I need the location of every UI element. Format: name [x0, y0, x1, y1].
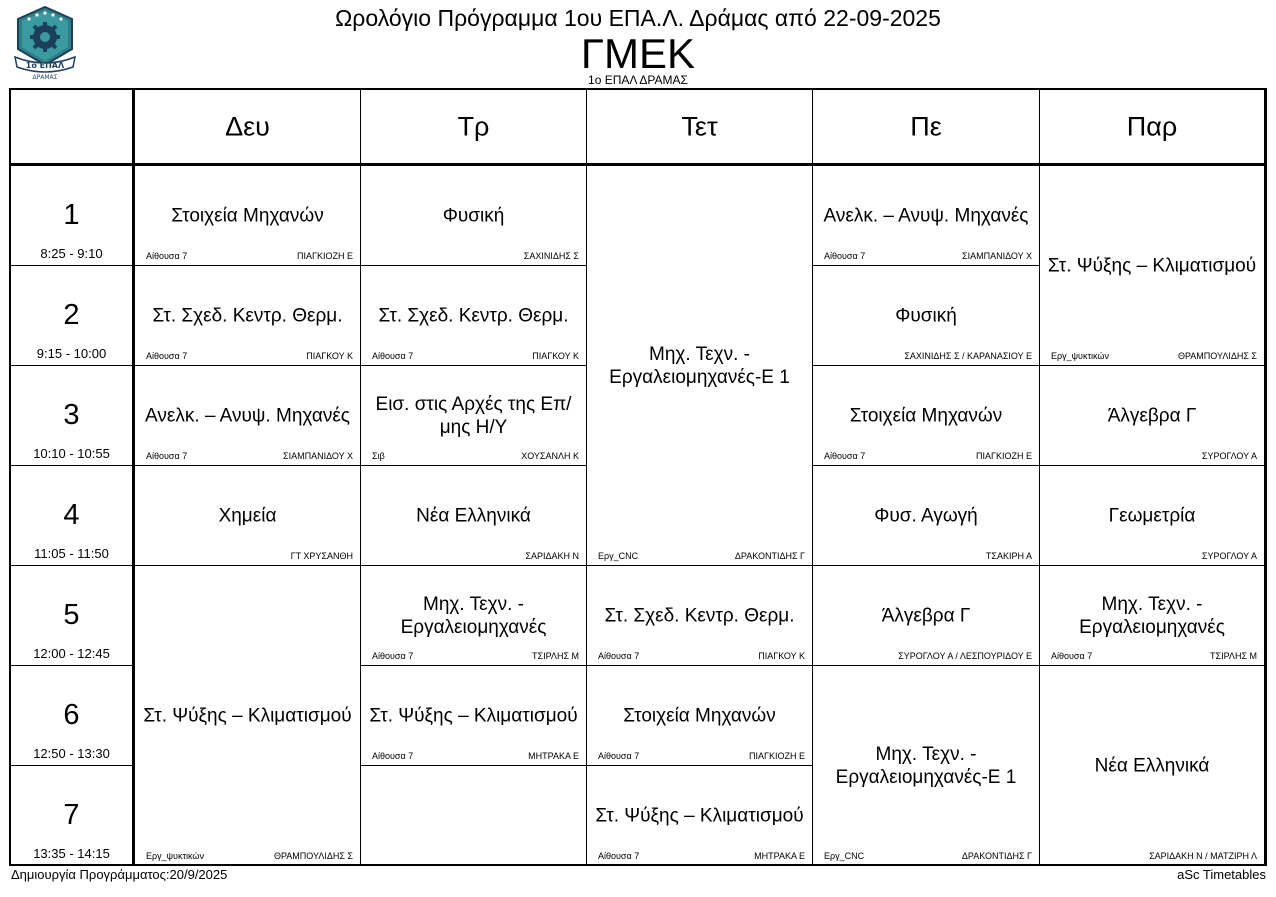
- lesson-cell: [813, 266, 1040, 366]
- lesson-subject: Στ. Ψύξης – Κλιματισμού: [143, 705, 352, 726]
- lesson-room: Αίθουσα 7: [598, 851, 640, 861]
- lesson-room: Αίθουσα 7: [146, 251, 188, 261]
- day-header: [361, 90, 587, 166]
- lesson-room: Εργ_CNC: [598, 551, 639, 561]
- lesson-teacher: ΠΙΑΓΚΟΥ Κ: [306, 351, 353, 361]
- lesson-cell: [813, 366, 1040, 466]
- period-cell: [11, 266, 135, 366]
- lesson-cell: [361, 166, 587, 266]
- lesson-teacher: ΓΤ ΧΡΥΣΑΝΘΗ: [290, 551, 353, 561]
- lesson-cell: [361, 466, 587, 566]
- lesson-teacher: ΣΥΡΟΓΛΟΥ Α: [1201, 451, 1257, 461]
- lesson-cell: [361, 266, 587, 366]
- lesson-teacher: ΠΙΑΓΚΙΟΖΗ Ε: [976, 451, 1032, 461]
- lesson-teacher: ΣΥΡΟΓΛΟΥ Α / ΛΕΣΠΟΥΡΙΔΟΥ Ε: [898, 651, 1032, 661]
- lesson-cell: [813, 166, 1040, 266]
- lesson-subject: Χημεία: [218, 505, 277, 526]
- lesson-cell: [813, 566, 1040, 666]
- period-number: 2: [63, 299, 80, 331]
- lesson-teacher: ΤΣΑΚΙΡΗ Α: [985, 551, 1032, 561]
- lesson-cell: [135, 566, 361, 866]
- software-credit: aSc Timetables: [1177, 867, 1266, 882]
- lesson-room: Εργ_CNC: [824, 851, 865, 861]
- period-number: 1: [63, 199, 80, 231]
- lesson-room: Αίθουσα 7: [1051, 651, 1093, 661]
- lesson-room: Αίθουσα 7: [146, 351, 188, 361]
- lesson-teacher: ΣΑΧΙΝΙΔΗΣ Σ: [523, 251, 579, 261]
- period-cell: [11, 466, 135, 566]
- created-date: Δημιουργία Προγράμματος:20/9/2025: [11, 867, 228, 882]
- timetable-grid: [9, 88, 1267, 866]
- lesson-teacher: ΣΙΑΜΠΑΝΙΔΟΥ Χ: [283, 451, 353, 461]
- lesson-subject: Φυσ. Αγωγή: [874, 505, 978, 526]
- corner-cell: [11, 90, 135, 166]
- day-label: Τετ: [681, 111, 718, 141]
- lesson-room: Σιβ: [372, 451, 385, 461]
- day-header: [587, 90, 813, 166]
- period-time: 9:15 - 10:00: [36, 346, 107, 361]
- lesson-subject: Στ. Σχεδ. Κεντρ. Θερμ.: [152, 305, 343, 326]
- day-header: [813, 90, 1040, 166]
- svg-text:ΔΡΑΜΑΣ: ΔΡΑΜΑΣ: [32, 74, 58, 81]
- lesson-teacher: ΣΥΡΟΓΛΟΥ Α: [1201, 551, 1257, 561]
- lesson-teacher: ΜΗΤΡΑΚΑ Ε: [528, 751, 579, 761]
- period-number: 6: [63, 699, 80, 731]
- lesson-subject: Γεωμετρία: [1108, 505, 1196, 526]
- lesson-teacher: ΧΟΥΣΑΝΛΗ Κ: [521, 451, 579, 461]
- lesson-room: Αίθουσα 7: [598, 751, 640, 761]
- lesson-cell: [1040, 566, 1265, 666]
- lesson-subject: Νέα Ελληνικά: [1094, 755, 1210, 776]
- lesson-cell: [361, 366, 587, 466]
- period-number: 5: [63, 599, 80, 631]
- lesson-teacher: ΣΑΡΙΔΑΚΗ Ν / ΜΑΤΖΙΡΗ Λ: [1149, 851, 1257, 861]
- lesson-subject: Φυσική: [895, 305, 957, 326]
- lesson-teacher: ΠΙΑΓΚΟΥ Κ: [758, 651, 805, 661]
- lesson-teacher: ΠΙΑΓΚΙΟΖΗ Ε: [297, 251, 353, 261]
- lesson-room: Εργ_ψυκτικών: [146, 851, 204, 861]
- period-cell: [11, 766, 135, 866]
- lesson-subject: Νέα Ελληνικά: [416, 505, 531, 526]
- lesson-cell: [1040, 666, 1265, 866]
- lesson-room: Αίθουσα 7: [598, 651, 640, 661]
- lesson-cell: [1040, 166, 1265, 366]
- lesson-teacher: ΤΣΙΡΛΗΣ Μ: [1210, 651, 1257, 661]
- lesson-room: Αίθουσα 7: [824, 451, 866, 461]
- period-number: 3: [63, 399, 80, 431]
- lesson-room: Αίθουσα 7: [372, 751, 414, 761]
- lesson-teacher: ΤΣΙΡΛΗΣ Μ: [532, 651, 579, 661]
- lesson-teacher: ΘΡΑΜΠΟΥΛΙΔΗΣ Σ: [1177, 351, 1257, 361]
- lesson-cell: [135, 466, 361, 566]
- lesson-teacher: ΣΑΡΙΔΑΚΗ Ν: [525, 551, 579, 561]
- period-time: 13:35 - 14:15: [33, 846, 110, 861]
- lesson-cell: [135, 366, 361, 466]
- school-name: 1ο ΕΠΑΛ ΔΡΑΜΑΣ: [588, 73, 688, 87]
- lesson-cell: [813, 666, 1040, 866]
- lesson-subject: Στοιχεία Μηχανών: [171, 205, 324, 226]
- lesson-cell: [361, 766, 587, 866]
- lesson-cell: [587, 666, 813, 766]
- period-time: 12:50 - 13:30: [33, 746, 110, 761]
- day-header: [1040, 90, 1265, 166]
- lesson-subject: Στ. Ψύξης – Κλιματισμού: [595, 805, 804, 826]
- period-cell: [11, 166, 135, 266]
- lesson-subject: Στοιχεία Μηχανών: [623, 705, 776, 726]
- period-number: 4: [63, 499, 80, 531]
- lesson-subject: Φυσική: [442, 205, 505, 226]
- lesson-cell: [587, 766, 813, 866]
- lesson-room: Αίθουσα 7: [146, 451, 188, 461]
- timetable-title: Ωρολόγιο Πρόγραμμα 1ου ΕΠΑ.Λ. Δράμας από 22-09-2025: [335, 5, 941, 31]
- lesson-cell: [361, 666, 587, 766]
- lesson-subject: Άλγεβρα Γ: [1107, 405, 1197, 426]
- lesson-cell: [135, 166, 361, 266]
- period-cell: [11, 666, 135, 766]
- lesson-subject: Εισ. στις Αρχές της Επ/μης Η/Υ: [375, 393, 572, 438]
- lesson-teacher: ΜΗΤΡΑΚΑ Ε: [754, 851, 805, 861]
- svg-text:1ο ΕΠΑΛ: 1ο ΕΠΑΛ: [25, 61, 65, 70]
- day-header: [135, 90, 361, 166]
- day-label: Παρ: [1126, 111, 1178, 141]
- lesson-room: Εργ_ψυκτικών: [1051, 351, 1109, 361]
- lesson-subject: Στ. Ψύξης – Κλιματισμού: [369, 705, 578, 726]
- lesson-cell: [587, 166, 813, 566]
- lesson-subject: Μηχ. Τεχν. - Εργαλειομηχανές-Ε 1: [835, 743, 1017, 788]
- lesson-subject: Μηχ. Τεχν. - Εργαλειομηχανές: [400, 593, 547, 638]
- period-number: 7: [63, 799, 80, 831]
- lesson-teacher: ΔΡΑΚΟΝΤΙΔΗΣ Γ: [734, 551, 805, 561]
- period-cell: [11, 566, 135, 666]
- day-label: Τρ: [457, 111, 490, 141]
- lesson-room: Αίθουσα 7: [824, 251, 866, 261]
- lesson-subject: Ανελκ. – Ανυψ. Μηχανές: [823, 205, 1029, 226]
- period-time: 10:10 - 10:55: [33, 446, 110, 461]
- lesson-subject: Στ. Σχεδ. Κεντρ. Θερμ.: [378, 305, 569, 326]
- lesson-subject: Μηχ. Τεχν. - Εργαλειομηχανές: [1079, 593, 1225, 638]
- class-name: ΓΜΕΚ: [580, 30, 696, 77]
- lesson-cell: [587, 566, 813, 666]
- lesson-subject: Στ. Ψύξης – Κλιματισμού: [1047, 255, 1257, 276]
- lesson-teacher: ΠΙΑΓΚΙΟΖΗ Ε: [749, 751, 805, 761]
- lesson-teacher: ΔΡΑΚΟΝΤΙΔΗΣ Γ: [961, 851, 1032, 861]
- day-label: Δευ: [225, 111, 270, 141]
- period-time: 12:00 - 12:45: [33, 646, 110, 661]
- lesson-cell: [1040, 366, 1265, 466]
- lesson-cell: [1040, 466, 1265, 566]
- lesson-subject: Άλγεβρα Γ: [881, 605, 971, 626]
- lesson-cell: [135, 266, 361, 366]
- lesson-cell: [813, 466, 1040, 566]
- lesson-subject: Στοιχεία Μηχανών: [849, 405, 1003, 426]
- lesson-teacher: ΣΑΧΙΝΙΔΗΣ Σ / ΚΑΡΑΝΑΣΙΟΥ Ε: [904, 351, 1032, 361]
- lesson-subject: Στ. Σχεδ. Κεντρ. Θερμ.: [604, 605, 795, 626]
- lesson-teacher: ΠΙΑΓΚΟΥ Κ: [532, 351, 579, 361]
- lesson-subject: Μηχ. Τεχν. - Εργαλειομηχανές-Ε 1: [609, 343, 790, 388]
- period-time: 11:05 - 11:50: [34, 546, 109, 561]
- period-time: 8:25 - 9:10: [40, 246, 103, 261]
- lesson-cell: [361, 566, 587, 666]
- lesson-teacher: ΘΡΑΜΠΟΥΛΙΔΗΣ Σ: [273, 851, 353, 861]
- lesson-room: Αίθουσα 7: [372, 351, 414, 361]
- lesson-subject: Ανελκ. – Ανυψ. Μηχανές: [145, 405, 350, 426]
- period-cell: [11, 366, 135, 466]
- lesson-teacher: ΣΙΑΜΠΑΝΙΔΟΥ Χ: [962, 251, 1032, 261]
- day-label: Πε: [910, 111, 942, 141]
- lesson-room: Αίθουσα 7: [372, 651, 414, 661]
